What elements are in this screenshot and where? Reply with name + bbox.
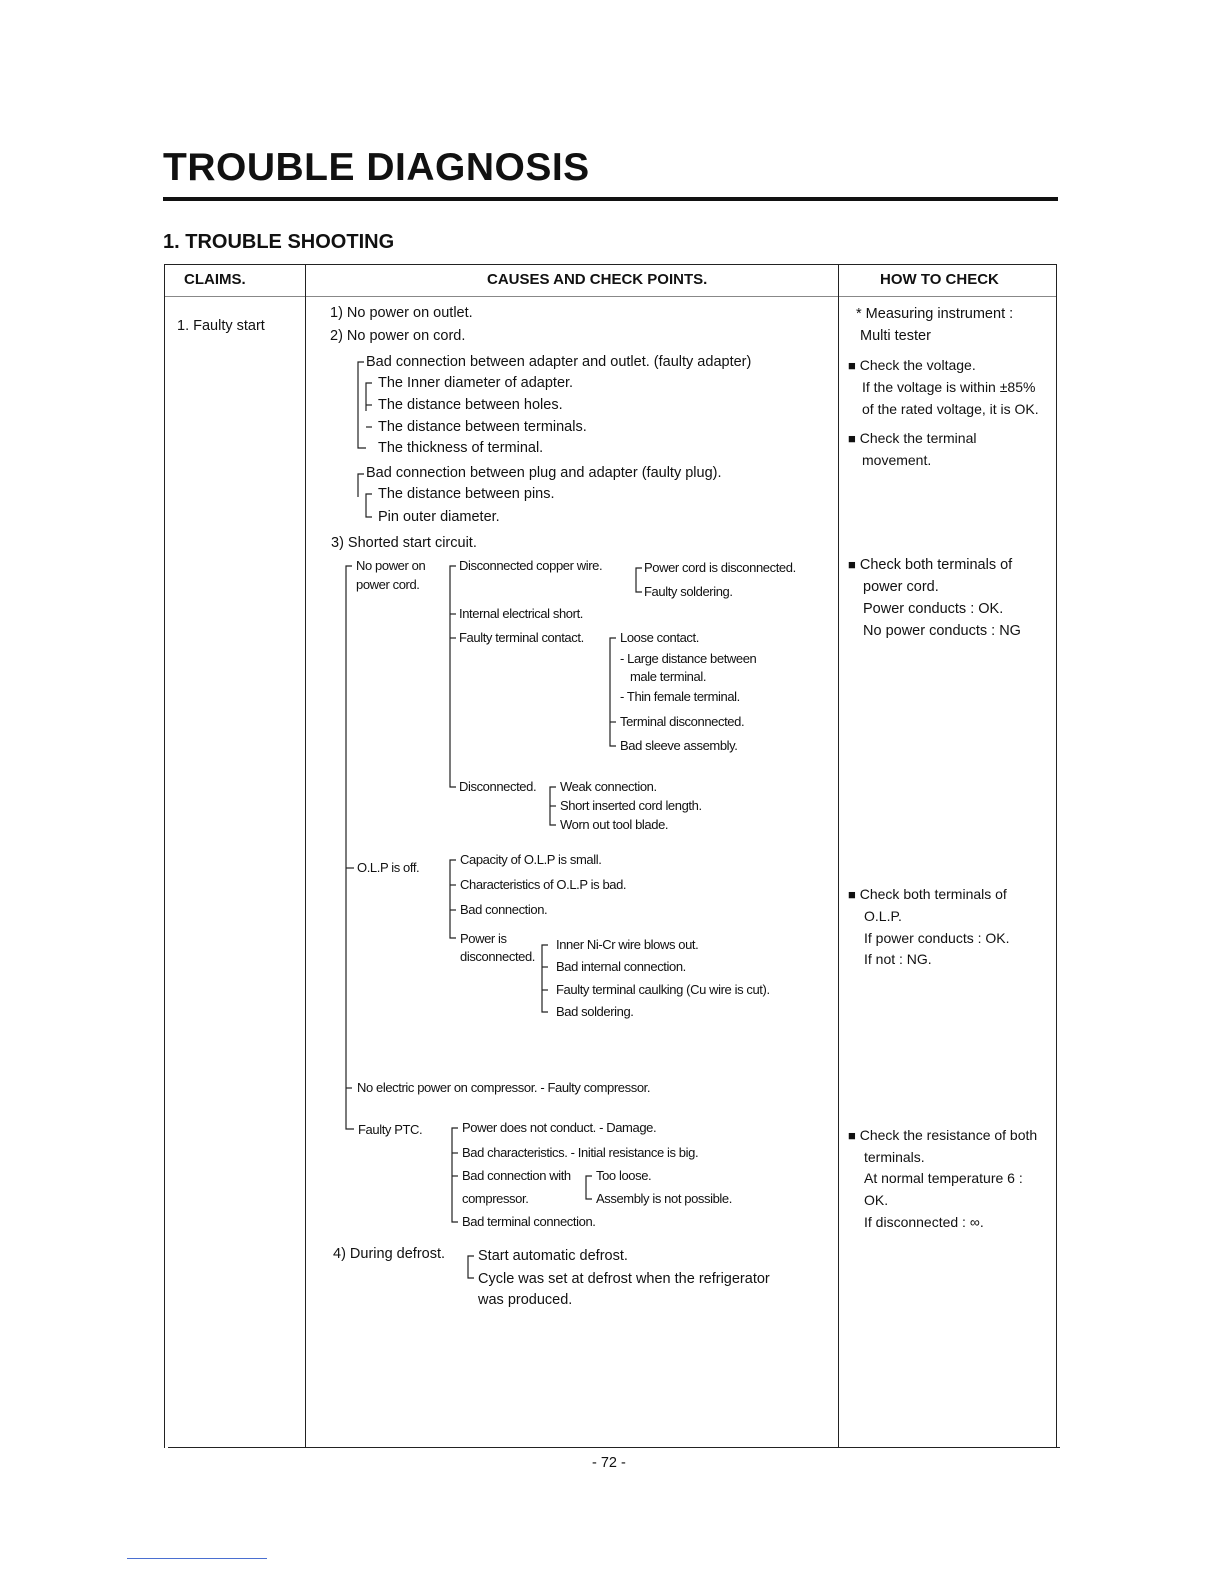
check-voltage: Check the voltage. bbox=[859, 357, 976, 373]
check-cord-bullet-row bbox=[848, 557, 1012, 573]
cause-olp-off: O.L.P is off. bbox=[357, 860, 420, 875]
cause-shorted-start: 3) Shorted start circuit. bbox=[331, 535, 477, 551]
cause-large-distance-2: male terminal. bbox=[630, 669, 707, 684]
header-how-to-check: HOW TO CHECK bbox=[880, 271, 999, 288]
check-multi-tester: Multi tester bbox=[860, 328, 931, 344]
square-bullet-icon: ■ bbox=[848, 1128, 856, 1143]
check-terminal: Check the terminal bbox=[859, 430, 977, 446]
cause-holes-distance: The distance between holes. bbox=[378, 397, 563, 413]
check-cord-terminals: Check both terminals of bbox=[859, 557, 1013, 573]
square-bullet-icon: ■ bbox=[848, 431, 856, 446]
cause-faulty-terminal-contact: Faulty terminal contact. bbox=[459, 630, 584, 645]
cause-adapter-inner-diameter: The Inner diameter of adapter. bbox=[378, 375, 574, 391]
cause-assembly-not-possible: Assembly is not possible. bbox=[596, 1191, 732, 1206]
header-claims: CLAIMS. bbox=[184, 271, 246, 288]
cause-faulty-soldering: Faulty soldering. bbox=[644, 584, 733, 599]
page-title: TROUBLE DIAGNOSIS bbox=[163, 146, 590, 189]
check-power-cord: power cord. bbox=[863, 579, 939, 595]
check-no-power-ng: No power conducts : NG bbox=[863, 623, 1021, 639]
check-olp-terminals: Check both terminals of bbox=[859, 886, 1007, 902]
header-causes: CAUSES AND CHECK POINTS. bbox=[487, 271, 708, 288]
cause-loose-contact: Loose contact. bbox=[620, 630, 699, 645]
cause-terminals-distance: The distance between terminals. bbox=[378, 419, 587, 435]
check-resistance-disconnected: If disconnected : ∞. bbox=[864, 1214, 984, 1230]
cause-terminal-disconnected: Terminal disconnected. bbox=[620, 714, 745, 729]
square-bullet-icon: ■ bbox=[848, 358, 856, 373]
cause-cycle-set-2: was produced. bbox=[478, 1292, 573, 1308]
check-voltage-range: If the voltage is within ±85% bbox=[862, 379, 1036, 395]
cause-thin-female-terminal: - Thin female terminal. bbox=[620, 689, 740, 704]
cause-plug-adapter: Bad connection between plug and adapter (faulty plug). bbox=[366, 465, 722, 481]
check-olp-bullet-row bbox=[848, 886, 1007, 902]
cause-nicr-wire: Inner Ni-Cr wire blows out. bbox=[556, 937, 699, 952]
cause-bad-connection-compressor-1: Bad connection with bbox=[462, 1168, 571, 1183]
cause-bad-sleeve: Bad sleeve assembly. bbox=[620, 738, 738, 753]
square-bullet-icon: ■ bbox=[848, 557, 856, 572]
cause-bad-connection-compressor-2: compressor. bbox=[462, 1191, 529, 1206]
check-olp: O.L.P. bbox=[864, 908, 902, 924]
cause-adapter-outlet: Bad connection between adapter and outlet. (faulty adapter) bbox=[366, 354, 752, 370]
check-normal-temperature: At normal temperature 6 : bbox=[864, 1170, 1023, 1186]
cause-bad-terminal-connection: Bad terminal connection. bbox=[462, 1214, 596, 1229]
cause-faulty-ptc: Faulty PTC. bbox=[358, 1122, 423, 1137]
check-terminal-movement: movement. bbox=[862, 452, 932, 468]
cause-pins-distance: The distance between pins. bbox=[378, 486, 555, 502]
cause-bad-characteristics: Bad characteristics. - Initial resistance is big. bbox=[462, 1145, 699, 1160]
cause-disconnected: Disconnected. bbox=[459, 779, 537, 794]
check-voltage-bullet-row bbox=[848, 357, 976, 373]
cause-start-auto-defrost: Start automatic defrost. bbox=[478, 1248, 628, 1264]
cause-no-power-outlet: 1) No power on outlet. bbox=[330, 305, 473, 321]
cause-faulty-caulking: Faulty terminal caulking (Cu wire is cut). bbox=[556, 982, 770, 997]
cause-power-not-conduct: Power does not conduct. - Damage. bbox=[462, 1120, 657, 1135]
cause-disconnected-copper-wire: Disconnected copper wire. bbox=[459, 558, 603, 573]
check-resistance: Check the resistance of both bbox=[859, 1127, 1038, 1143]
cause-no-power-cord: 2) No power on cord. bbox=[330, 328, 466, 344]
cause-no-power-on-cord-1: No power on bbox=[356, 558, 426, 573]
cause-no-power-on-cord-2: power cord. bbox=[356, 577, 420, 592]
check-measuring-instrument: * Measuring instrument : bbox=[856, 306, 1014, 322]
cause-weak-connection: Weak connection. bbox=[560, 779, 657, 794]
square-bullet-icon: ■ bbox=[848, 887, 856, 902]
cause-olp-characteristics: Characteristics of O.L.P is bad. bbox=[460, 877, 627, 892]
section-heading: 1. TROUBLE SHOOTING bbox=[163, 231, 395, 253]
cause-large-distance-1: - Large distance between bbox=[620, 651, 757, 666]
cause-no-power-compressor: No electric power on compressor. - Faulty compressor. bbox=[357, 1080, 651, 1095]
check-resistance-terminals: terminals. bbox=[864, 1149, 925, 1165]
cause-bad-soldering: Bad soldering. bbox=[556, 1004, 634, 1019]
cause-power-disconnected-2: disconnected. bbox=[460, 949, 536, 964]
cause-during-defrost: 4) During defrost. bbox=[333, 1246, 446, 1262]
cause-too-loose: Too loose. bbox=[596, 1168, 652, 1183]
cause-internal-short: Internal electrical short. bbox=[459, 606, 583, 621]
cause-bad-internal-connection: Bad internal connection. bbox=[556, 959, 686, 974]
cause-olp-capacity: Capacity of O.L.P is small. bbox=[460, 852, 602, 867]
footer-rule bbox=[127, 1558, 267, 1559]
check-olp-ng: If not : NG. bbox=[864, 951, 932, 967]
check-terminal-bullet-row bbox=[848, 430, 976, 446]
check-resistance-bullet-row bbox=[848, 1127, 1037, 1143]
claim-faulty-start: 1. Faulty start bbox=[177, 318, 265, 334]
cause-worn-tool-blade: Worn out tool blade. bbox=[560, 817, 669, 832]
cause-power-cord-disconnected: Power cord is disconnected. bbox=[644, 560, 796, 575]
check-olp-ok: If power conducts : OK. bbox=[864, 930, 1010, 946]
cause-terminal-thickness: The thickness of terminal. bbox=[378, 440, 544, 456]
cause-bad-connection: Bad connection. bbox=[460, 902, 548, 917]
cause-short-cord-length: Short inserted cord length. bbox=[560, 798, 702, 813]
cause-power-disconnected-1: Power is bbox=[460, 931, 507, 946]
page-number: - 72 - bbox=[592, 1455, 626, 1471]
cause-cycle-set-1: Cycle was set at defrost when the refrigerator bbox=[478, 1271, 770, 1287]
check-voltage-rated: of the rated voltage, it is OK. bbox=[862, 401, 1039, 417]
check-power-conducts-ok: Power conducts : OK. bbox=[863, 601, 1004, 617]
cause-pin-diameter: Pin outer diameter. bbox=[378, 509, 500, 525]
check-resistance-ok: OK. bbox=[864, 1192, 889, 1208]
